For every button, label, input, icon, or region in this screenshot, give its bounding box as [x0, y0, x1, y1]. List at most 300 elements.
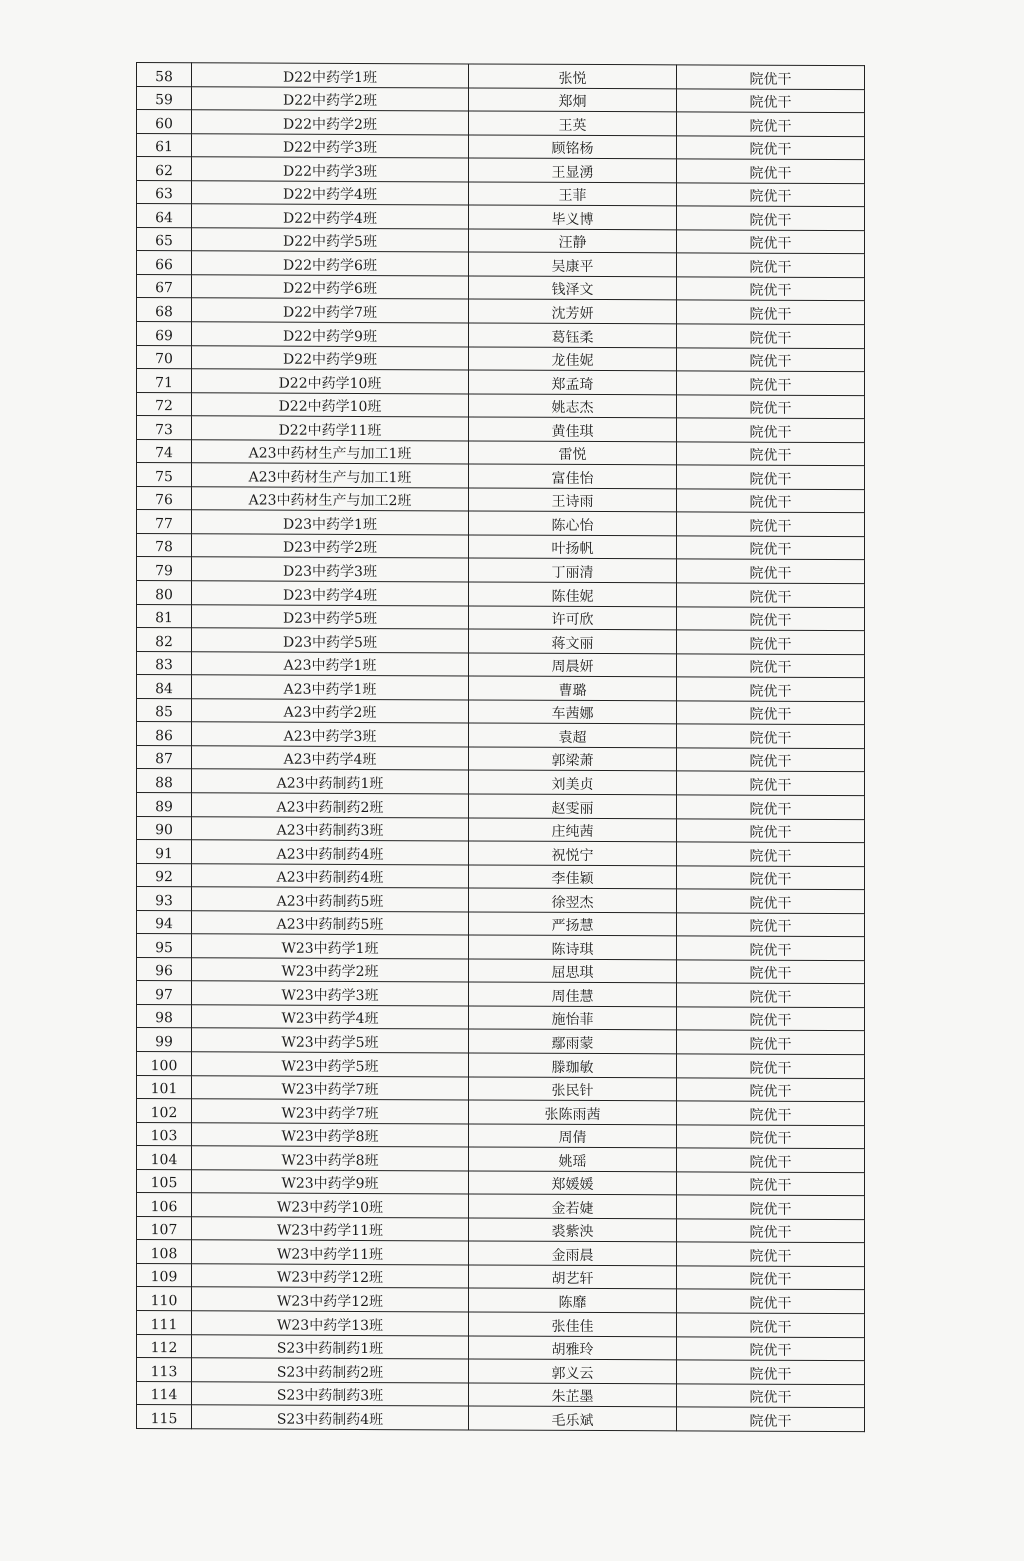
honor-title-cell-text: 院优干	[749, 1366, 792, 1383]
class-name-cell	[192, 1217, 469, 1242]
honor-title-cell	[677, 347, 865, 371]
row-number-cell	[137, 698, 192, 722]
student-name-cell-text: 裘紫泱	[551, 1224, 594, 1241]
table-row	[137, 887, 865, 914]
honor-title-cell-text: 院优干	[749, 236, 792, 253]
student-name-cell	[469, 1029, 677, 1053]
row-number-cell	[137, 1146, 192, 1170]
row-number-cell	[137, 981, 192, 1005]
class-name-cell	[192, 180, 469, 205]
row-number-cell-text: 104	[150, 1151, 178, 1168]
student-name-cell	[469, 629, 677, 653]
table-row	[137, 533, 865, 560]
honor-title-cell	[677, 606, 865, 630]
class-name-cell	[192, 204, 469, 229]
student-name-cell-text: 黄佳琪	[551, 423, 594, 440]
row-number-cell-text: 103	[150, 1128, 178, 1145]
class-name-cell-text: S23中药制药2班	[276, 1364, 384, 1381]
honor-title-cell-text: 院优干	[749, 966, 792, 983]
row-number-cell	[137, 1310, 192, 1334]
table-row	[137, 63, 865, 90]
table-row	[137, 698, 865, 725]
roster-body	[137, 63, 865, 1432]
table-row	[137, 1028, 865, 1055]
row-number-cell-text: 115	[150, 1410, 178, 1427]
row-number-cell-text: 76	[155, 492, 173, 509]
class-name-cell-text: A23中药制药4班	[276, 846, 384, 863]
honor-title-cell-text: 院优干	[749, 1083, 792, 1100]
honor-title-cell	[677, 1054, 865, 1078]
honor-title-cell	[677, 395, 865, 419]
row-number-cell	[137, 957, 192, 981]
student-name-cell	[469, 1124, 677, 1148]
class-name-cell-text: W23中药学4班	[281, 1011, 379, 1028]
class-name-cell	[192, 487, 469, 512]
row-number-cell-text: 74	[155, 445, 173, 462]
class-name-cell	[192, 228, 469, 253]
class-name-cell	[192, 1146, 469, 1171]
honor-title-cell	[677, 842, 865, 866]
table-row	[137, 581, 865, 608]
student-name-cell	[469, 1241, 677, 1265]
honor-title-cell	[677, 1124, 865, 1148]
student-name-cell-text: 车茜娜	[551, 706, 594, 723]
student-name-cell	[469, 1265, 677, 1289]
honor-title-cell-text: 院优干	[749, 495, 792, 512]
class-name-cell-text: W23中药学11班	[276, 1222, 384, 1240]
row-number-cell-text: 72	[155, 398, 173, 415]
class-name-cell-text: W23中药学13班	[276, 1317, 384, 1334]
row-number-cell	[137, 110, 192, 134]
class-name-cell	[192, 1075, 469, 1100]
class-name-cell-text: A23中药学4班	[283, 752, 377, 769]
honor-title-cell	[677, 65, 865, 89]
class-name-cell-text: D22中药学2班	[283, 116, 377, 133]
row-number-cell	[137, 345, 192, 369]
honor-title-cell	[677, 88, 865, 112]
table-row	[137, 1216, 865, 1243]
honor-title-cell-text: 院优干	[749, 801, 792, 818]
student-name-cell-text: 王英	[558, 117, 587, 134]
row-number-cell-text: 67	[155, 280, 173, 297]
class-name-cell	[192, 1052, 469, 1077]
honor-title-cell-text: 院优干	[749, 1272, 792, 1289]
honor-title-cell-text: 院优干	[749, 471, 792, 488]
honor-title-cell-text: 院优干	[749, 518, 792, 535]
honor-title-cell-text: 院优干	[749, 1107, 792, 1124]
class-name-cell-text: W23中药学11班	[276, 1246, 384, 1263]
row-number-cell-text: 65	[155, 233, 173, 250]
student-name-cell-text: 周倩	[558, 1129, 587, 1147]
student-name-cell-text: 郑孟琦	[551, 376, 594, 393]
row-number-cell	[137, 298, 192, 322]
class-name-cell-text: A23中药制药1班	[276, 775, 384, 793]
class-name-cell	[192, 86, 469, 111]
honor-title-cell	[677, 865, 865, 889]
row-number-cell-text: 77	[155, 516, 173, 533]
honor-title-cell-text: 院优干	[749, 447, 792, 465]
student-name-cell-text: 钱泽文	[551, 282, 594, 299]
honor-title-cell	[677, 677, 865, 701]
award-roster-table	[136, 62, 865, 1432]
row-number-cell-text: 94	[155, 916, 173, 933]
honor-title-cell	[677, 183, 865, 207]
row-number-cell	[137, 533, 192, 557]
row-number-cell-text: 83	[155, 657, 173, 674]
class-name-cell	[192, 628, 469, 653]
student-name-cell	[469, 982, 677, 1006]
honor-title-cell	[677, 230, 865, 254]
table-row	[137, 439, 865, 466]
row-number-cell	[137, 769, 192, 793]
student-name-cell-text: 鄢雨蒙	[551, 1035, 594, 1052]
student-name-cell-text: 王诗雨	[551, 494, 594, 511]
row-number-cell	[137, 1099, 192, 1123]
row-number-cell-text: 64	[155, 209, 173, 226]
student-name-cell	[469, 441, 677, 465]
honor-title-cell-text: 院优干	[749, 683, 792, 700]
row-number-cell-text: 97	[155, 986, 173, 1004]
honor-title-cell-text: 院优干	[749, 353, 792, 370]
student-name-cell-text: 金若婕	[551, 1200, 594, 1217]
class-name-cell	[192, 1005, 469, 1030]
row-number-cell	[137, 628, 192, 652]
class-name-cell	[192, 510, 469, 535]
honor-title-cell	[677, 936, 865, 960]
class-name-cell-text: D23中药学4班	[283, 587, 377, 604]
row-number-cell	[137, 204, 192, 228]
table-row	[137, 934, 865, 961]
table-row	[137, 792, 865, 819]
row-number-cell-text: 110	[150, 1293, 178, 1310]
honor-title-cell-text: 院优干	[749, 1319, 792, 1336]
honor-title-cell	[677, 654, 865, 678]
row-number-cell	[137, 439, 192, 463]
class-name-cell	[192, 1169, 469, 1194]
row-number-cell-text: 63	[155, 186, 173, 203]
row-number-cell	[137, 581, 192, 605]
row-number-cell	[137, 934, 192, 958]
honor-title-cell	[677, 536, 865, 560]
honor-title-cell	[677, 1266, 865, 1290]
row-number-cell-text: 80	[155, 586, 173, 603]
honor-title-cell-text: 院优干	[749, 1225, 792, 1242]
honor-title-cell-text: 院优干	[749, 895, 792, 912]
student-name-cell	[469, 841, 677, 865]
row-number-cell-text: 73	[155, 421, 173, 438]
student-name-cell-text: 吴康平	[551, 258, 594, 275]
table-row	[137, 675, 865, 702]
class-name-cell	[192, 910, 469, 935]
row-number-cell	[137, 86, 192, 110]
class-name-cell-text: D22中药学7班	[283, 304, 377, 322]
row-number-cell-text: 87	[155, 751, 173, 768]
table-row	[137, 204, 865, 231]
student-name-cell	[469, 252, 677, 276]
student-name-cell	[469, 1383, 677, 1407]
honor-title-cell-text: 院优干	[749, 1248, 792, 1265]
row-number-cell	[137, 840, 192, 864]
student-name-cell	[469, 1053, 677, 1077]
class-name-cell	[192, 63, 469, 88]
honor-title-cell-text: 院优干	[749, 1389, 792, 1407]
student-name-cell	[469, 1194, 677, 1218]
student-name-cell-text: 顾铭杨	[551, 141, 594, 158]
row-number-cell	[137, 1287, 192, 1311]
class-name-cell-text: D22中药学6班	[283, 257, 377, 274]
class-name-cell-text: A23中药学2班	[283, 704, 377, 722]
table-row	[137, 769, 865, 796]
student-name-cell-text: 汪静	[558, 235, 587, 252]
row-number-cell	[137, 816, 192, 840]
honor-title-cell-text: 院优干	[749, 754, 792, 771]
student-name-cell	[469, 347, 677, 371]
class-name-cell	[192, 439, 469, 464]
table-row	[137, 981, 865, 1008]
class-name-cell-text: A23中药制药4班	[276, 869, 384, 887]
student-name-cell-text: 庄纯茜	[551, 823, 594, 841]
row-number-cell	[137, 887, 192, 911]
table-row	[137, 227, 865, 254]
honor-title-cell	[677, 701, 865, 725]
student-name-cell	[469, 747, 677, 771]
row-number-cell	[137, 180, 192, 204]
honor-title-cell	[677, 1148, 865, 1172]
row-number-cell	[137, 463, 192, 487]
honor-title-cell-text: 院优干	[749, 259, 792, 276]
honor-title-cell	[677, 983, 865, 1007]
class-name-cell	[192, 887, 469, 912]
student-name-cell	[469, 770, 677, 794]
honor-title-cell	[677, 1383, 865, 1407]
student-name-cell-text: 郭义云	[551, 1365, 594, 1382]
table-row	[137, 180, 865, 207]
student-name-cell	[469, 276, 677, 300]
table-row	[137, 1099, 865, 1126]
honor-title-cell-text: 院优干	[749, 706, 792, 724]
honor-title-cell	[677, 583, 865, 607]
class-name-cell-text: D23中药学1班	[283, 516, 377, 533]
table-row	[137, 392, 865, 419]
honor-title-cell-text: 院优干	[749, 283, 792, 300]
class-name-cell	[192, 133, 469, 158]
student-name-cell-text: 毕义博	[551, 211, 594, 228]
student-name-cell-text: 陈心怡	[551, 517, 594, 534]
student-name-cell-text: 周晨妍	[551, 659, 594, 676]
honor-title-cell-text: 院优干	[749, 918, 792, 936]
table-row	[137, 345, 865, 372]
honor-title-cell-text: 院优干	[749, 1177, 792, 1195]
student-name-cell	[469, 182, 677, 206]
student-name-cell-text: 郑媛媛	[551, 1177, 594, 1194]
table-row	[137, 1358, 865, 1385]
student-name-cell	[469, 794, 677, 818]
student-name-cell-text: 朱芷墨	[551, 1388, 594, 1406]
class-name-cell-text: A23中药制药3班	[276, 822, 384, 840]
class-name-cell-text: A23中药学3班	[283, 728, 377, 745]
row-number-cell-text: 106	[150, 1198, 178, 1215]
row-number-cell	[137, 157, 192, 181]
table-row	[137, 1122, 865, 1149]
student-name-cell-text: 毛乐斌	[551, 1412, 594, 1429]
row-number-cell	[137, 863, 192, 887]
student-name-cell-text: 郑炯	[558, 93, 587, 111]
row-number-cell	[137, 133, 192, 157]
row-number-cell	[137, 1358, 192, 1382]
row-number-cell-text: 99	[155, 1034, 173, 1051]
honor-title-cell-text: 院优干	[749, 542, 792, 559]
row-number-cell	[137, 1028, 192, 1052]
row-number-cell-text: 59	[155, 92, 173, 109]
row-number-cell-text: 95	[155, 939, 173, 956]
honor-title-cell	[677, 206, 865, 230]
row-number-cell-text: 112	[150, 1340, 178, 1357]
class-name-cell	[192, 1358, 469, 1383]
student-name-cell	[469, 723, 677, 747]
class-name-cell	[192, 863, 469, 888]
honor-title-cell-text: 院优干	[749, 730, 792, 747]
student-name-cell	[469, 912, 677, 936]
class-name-cell-text: D23中药学2班	[283, 540, 377, 557]
row-number-cell	[137, 1263, 192, 1287]
class-name-cell-text: W23中药学8班	[281, 1128, 379, 1146]
table-row	[137, 1381, 865, 1408]
table-row	[137, 486, 865, 513]
row-number-cell	[137, 675, 192, 699]
class-name-cell-text: A23中药学1班	[283, 657, 377, 675]
student-name-cell	[469, 817, 677, 841]
honor-title-cell	[677, 442, 865, 466]
class-name-cell	[192, 934, 469, 959]
table-row	[137, 1146, 865, 1173]
honor-title-cell-text: 院优干	[749, 871, 792, 889]
class-name-cell	[192, 1240, 469, 1265]
table-row	[137, 86, 865, 113]
class-name-cell-text: D22中药学9班	[283, 351, 377, 369]
student-name-cell	[469, 1100, 677, 1124]
class-name-cell	[192, 251, 469, 276]
honor-title-cell	[677, 1172, 865, 1196]
honor-title-cell	[677, 418, 865, 442]
honor-title-cell-text: 院优干	[749, 165, 792, 182]
honor-title-cell	[677, 748, 865, 772]
class-name-cell	[192, 722, 469, 747]
class-name-cell	[192, 1287, 469, 1312]
honor-title-cell	[677, 489, 865, 513]
honor-title-cell	[677, 795, 865, 819]
table-row	[137, 133, 865, 160]
honor-title-cell	[677, 465, 865, 489]
row-number-cell-text: 86	[155, 727, 173, 745]
student-name-cell-text: 胡雅玲	[551, 1341, 594, 1359]
row-number-cell-text: 62	[155, 162, 173, 179]
class-name-cell	[192, 581, 469, 606]
honor-title-cell-text: 院优干	[749, 71, 792, 88]
class-name-cell	[192, 1099, 469, 1124]
honor-title-cell-text: 院优干	[749, 1013, 792, 1030]
honor-title-cell	[677, 277, 865, 301]
honor-title-cell	[677, 253, 865, 277]
student-name-cell-text: 富佳怡	[551, 470, 594, 487]
row-number-cell	[137, 1075, 192, 1099]
class-name-cell	[192, 1381, 469, 1406]
honor-title-cell	[677, 1101, 865, 1125]
student-name-cell	[469, 700, 677, 724]
student-name-cell	[469, 111, 677, 135]
class-name-cell-text: A23中药材生产与加工2班	[248, 492, 412, 510]
class-name-cell-text: S23中药制药4班	[276, 1411, 384, 1428]
class-name-cell	[192, 392, 469, 417]
class-name-cell-text: S23中药制药1班	[276, 1340, 384, 1358]
student-name-cell	[469, 64, 677, 88]
table-row	[137, 1075, 865, 1102]
student-name-cell	[469, 135, 677, 159]
table-row	[137, 651, 865, 678]
student-name-cell	[469, 299, 677, 323]
row-number-cell-text: 88	[155, 775, 173, 792]
row-number-cell	[137, 251, 192, 275]
student-name-cell	[469, 1147, 677, 1171]
honor-title-cell-text: 院优干	[749, 306, 792, 323]
student-name-cell-text: 赵雯丽	[551, 800, 594, 817]
class-name-cell	[192, 298, 469, 323]
row-number-cell	[137, 1193, 192, 1217]
student-name-cell-text: 王显湧	[551, 164, 594, 181]
table-row	[137, 1310, 865, 1337]
honor-title-cell-text: 院优干	[749, 400, 792, 418]
class-name-cell-text: D23中药学5班	[283, 610, 377, 628]
row-number-cell	[137, 792, 192, 816]
class-name-cell-text: D22中药学6班	[283, 281, 377, 298]
class-name-cell	[192, 1122, 469, 1147]
row-number-cell-text: 79	[155, 563, 173, 580]
honor-title-cell-text: 院优干	[749, 989, 792, 1006]
honor-title-cell	[677, 1313, 865, 1337]
table-row	[137, 745, 865, 772]
class-name-cell-text: W23中药学5班	[281, 1058, 379, 1075]
row-number-cell-text: 84	[155, 680, 173, 697]
honor-title-cell-text: 院优干	[749, 659, 792, 677]
honor-title-cell	[677, 818, 865, 842]
student-name-cell	[469, 323, 677, 347]
student-name-cell	[469, 205, 677, 229]
honor-title-cell	[677, 300, 865, 324]
row-number-cell-text: 92	[155, 869, 173, 886]
row-number-cell-text: 69	[155, 327, 173, 344]
student-name-cell	[469, 535, 677, 559]
class-name-cell-text: W23中药学3班	[281, 987, 379, 1004]
row-number-cell-text: 70	[155, 351, 173, 368]
student-name-cell-text: 金雨晨	[551, 1247, 594, 1264]
honor-title-cell	[677, 1360, 865, 1384]
table-row	[137, 157, 865, 184]
student-name-cell	[469, 582, 677, 606]
class-name-cell	[192, 675, 469, 700]
student-name-cell-text: 陈靡	[558, 1294, 587, 1311]
row-number-cell	[137, 1169, 192, 1193]
honor-title-cell	[677, 559, 865, 583]
student-name-cell	[469, 558, 677, 582]
student-name-cell-text: 丁丽清	[551, 564, 594, 582]
table-row	[137, 251, 865, 278]
row-number-cell-text: 108	[150, 1245, 178, 1263]
class-name-cell-text: A23中药制药5班	[276, 916, 384, 934]
row-number-cell	[137, 1381, 192, 1405]
class-name-cell	[192, 793, 469, 818]
student-name-cell	[469, 1359, 677, 1383]
honor-title-cell	[677, 913, 865, 937]
table-row	[137, 816, 865, 843]
